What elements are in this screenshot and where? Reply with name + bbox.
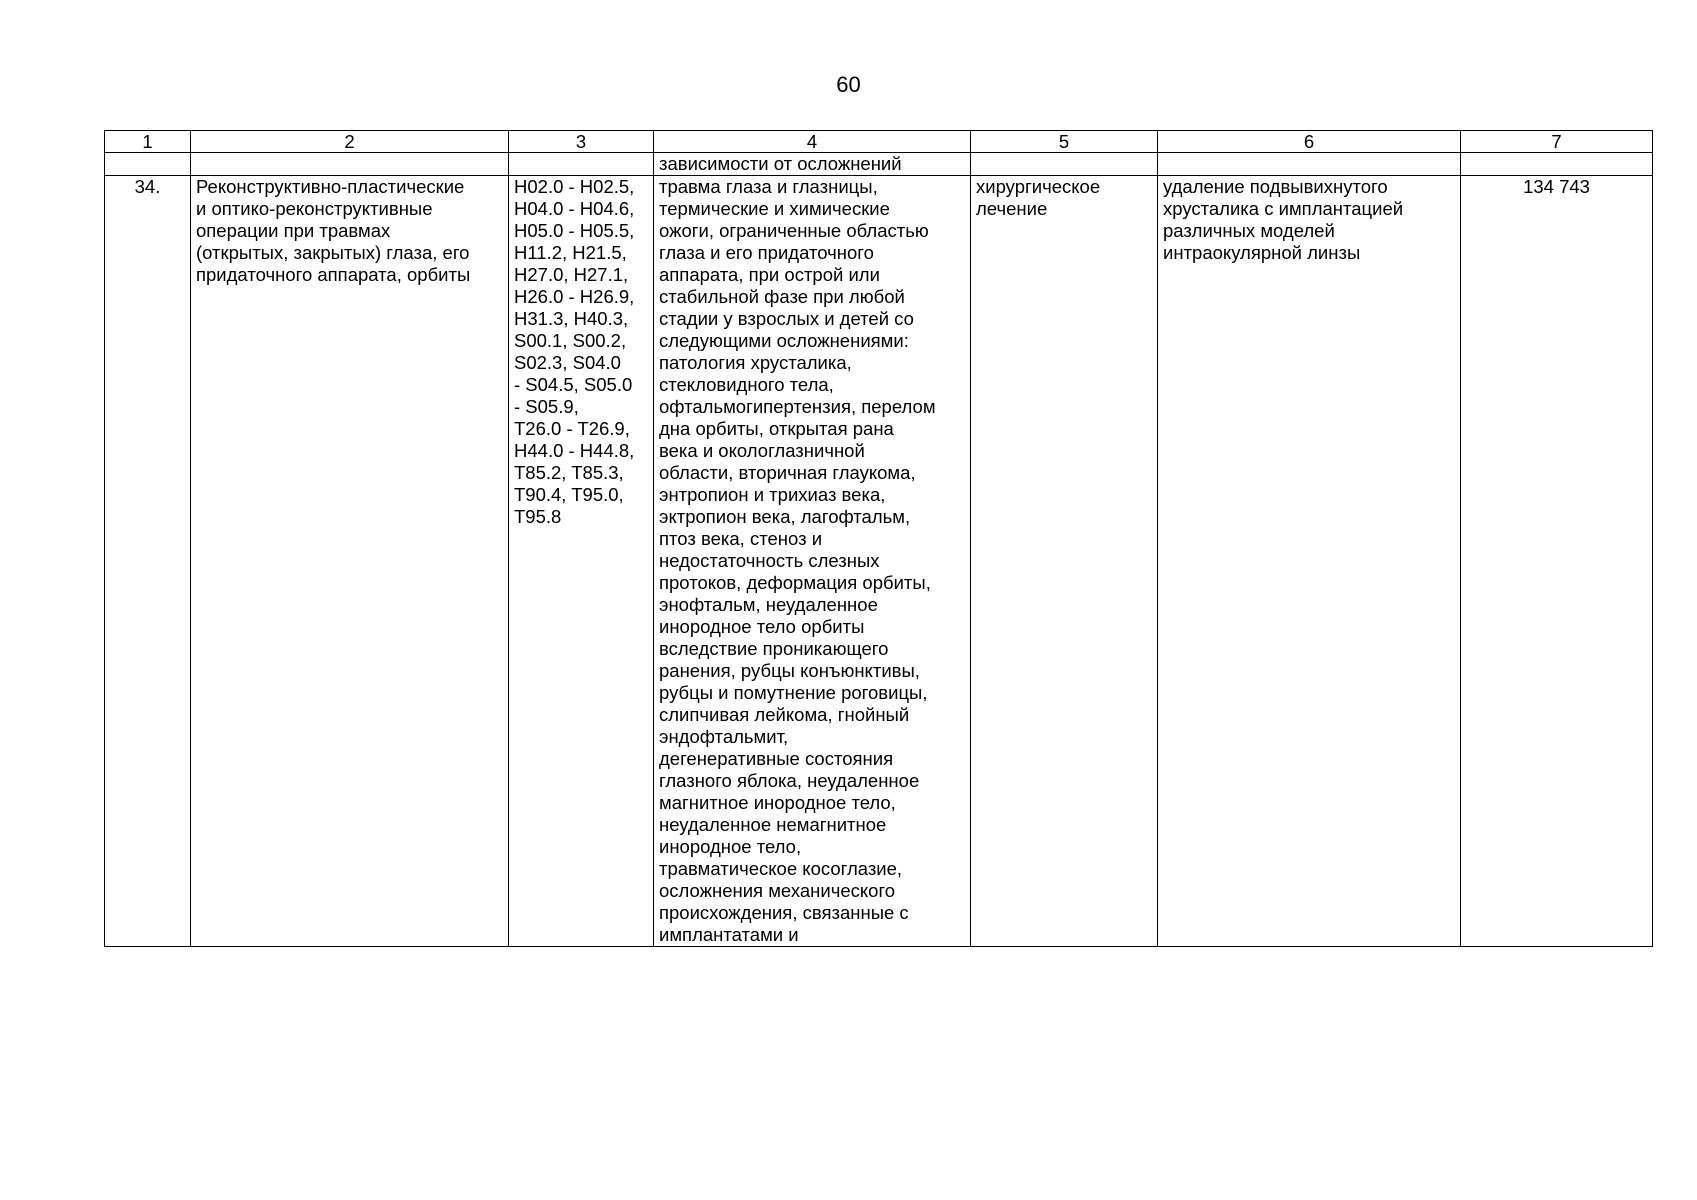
continuation-cell-7	[1461, 153, 1653, 176]
continuation-row	[105, 153, 1653, 176]
header-col-7: 7	[1461, 131, 1653, 153]
continuation-cell-6	[1158, 153, 1461, 176]
header-col-5: 5	[971, 131, 1158, 153]
continuation-cell-3	[509, 153, 654, 176]
continuation-cell-2	[191, 153, 509, 176]
row-treatment-method: удаление подвывихнутого хрусталика с имплантацией различных моделей интраокулярной линзы	[1158, 176, 1461, 947]
medical-care-table	[104, 130, 1653, 947]
row-diagnosis: травма глаза и глазницы, термические и химические ожоги, ограниченные областью глаза и его придаточного аппарата, при острой или стабильной фазе при любой стадии у взрослых и детей со следующими осложнениями: патология хрусталика, стекловидного тела, офтальмогипертензия, перелом дна орбиты, открытая рана века и окологлазничной области, вторичная глаукома, энтропион и трихиаз века, эктропион века, лагофтальм, птоз века, стеноз и недостаточность слезных протоков, деформация орбиты, энофтальм, неудаленное инородное тело орбиты вследствие проникающего ранения, рубцы конъюнктивы, рубцы и помутнение роговицы, слипчивая лейкома, гнойный эндофтальмит, дегенеративные состояния глазного яблока, неудаленное магнитное инородное тело, неудаленное немагнитное инородное тело, травматическое косоглазие, осложнения механического происхождения, связанные с имплантатами и	[654, 176, 971, 947]
continuation-cell-5	[971, 153, 1158, 176]
row-cost: 134 743	[1461, 176, 1653, 947]
row-care-name: Реконструктивно-пластические и оптико-реконструктивные операции при травмах (открытых, закрытых) глаза, его придаточного аппарата, орбиты	[191, 176, 509, 947]
header-col-3: 3	[509, 131, 654, 153]
header-col-6: 6	[1158, 131, 1461, 153]
row-treatment-type: хирургическое лечение	[971, 176, 1158, 947]
header-col-2: 2	[191, 131, 509, 153]
header-col-4: 4	[654, 131, 971, 153]
header-col-1: 1	[105, 131, 191, 153]
row-icd-codes: H02.0 - H02.5, H04.0 - H04.6, H05.0 - H05.5, H11.2, H21.5, H27.0, H27.1, H26.0 - H26.9, H31.3, H40.3, S00.1, S00.2, S02.3, S04.0 - S04.5, S05.0 - S05.9, T26.0 - T26.9, H44.0 - H44.8, T85.2, T85.3, T90.4, T95.0, T95.8	[509, 176, 654, 947]
continuation-cell-1	[105, 153, 191, 176]
table-row	[105, 176, 1653, 947]
row-number: 34.	[105, 176, 191, 947]
page-number: 60	[836, 72, 861, 97]
continuation-diagnosis: зависимости от осложнений	[654, 153, 971, 176]
header-row	[105, 131, 1653, 153]
